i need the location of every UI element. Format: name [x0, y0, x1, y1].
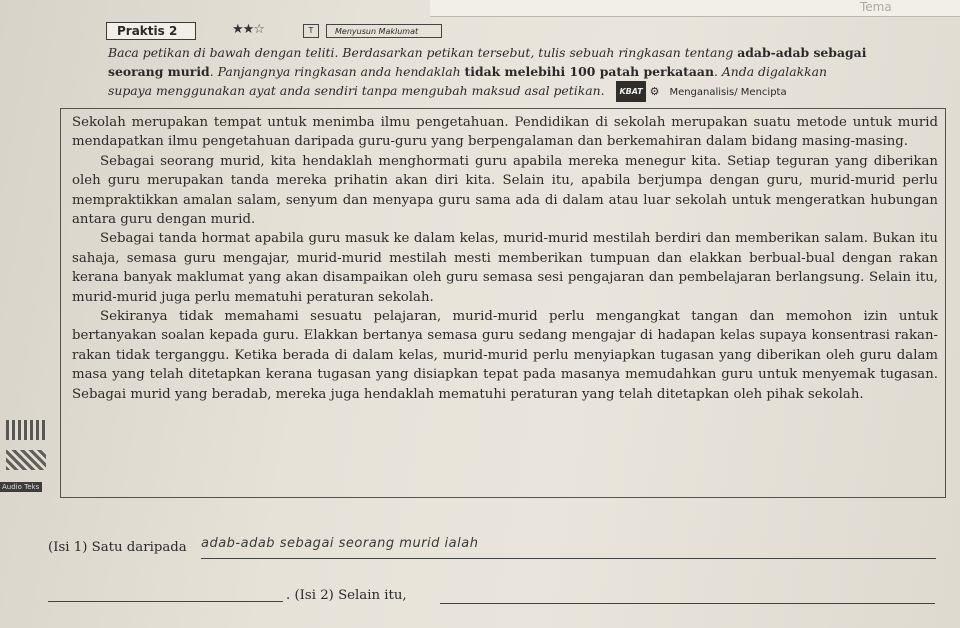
answer-line-2a[interactable] — [48, 601, 283, 602]
answer-line-2b[interactable] — [440, 603, 935, 604]
reading-passage — [72, 113, 938, 404]
answer-isi-1-prompt: (Isi 1) Satu daripada — [48, 540, 187, 555]
hollow-star: ☆ — [253, 22, 264, 37]
audio-text-label: Audio Teks — [0, 482, 42, 492]
instruction-line-3: supaya menggunakan ayat anda sendiri tanpa mengubah maksud asal petikan. KBAT ⚙ Menganalisis/ Mencipta — [108, 81, 948, 102]
instructions — [108, 43, 948, 102]
skill-label: Menyusun Maklumat — [326, 24, 442, 38]
passage-paragraph-1: Sekolah merupakan tempat untuk menimba ilmu pengetahuan. Pendidikan di sekolah merupakan suatu metode untuk murid mendapatkan ilmu pengetahuan daripada guru-guru yang berpengalaman dan berkemahiran dalam bidang masing-masing. — [72, 115, 938, 150]
qr-code-icon[interactable] — [6, 420, 46, 440]
instruction-line-2: seorang murid. Panjangnya ringkasan anda hendaklah tidak melebihi 100 patah perkataan. Anda digalakkan — [108, 64, 827, 79]
gear-icon: ⚙ — [649, 85, 660, 98]
side-qr-strip — [0, 420, 58, 500]
qr-code-icon[interactable] — [6, 450, 46, 470]
instruction-line-1: Baca petikan di bawah dengan teliti. Berdasarkan petikan tersebut, tulis sebuah ringkasan tentang adab-adab sebagai — [108, 45, 867, 60]
practice-label: Praktis 2 — [106, 22, 196, 40]
practice-header — [0, 18, 960, 44]
skill-code-box: T — [303, 24, 319, 38]
answer-line-1[interactable] — [201, 558, 936, 559]
passage-paragraph-2: Sebagai seorang murid, kita hendaklah menghormati guru apabila mereka menegur kita. Setiap teguran yang diberikan oleh guru merupakan tanda mereka prihatin akan diri kita. Selain itu, apabila berjumpa dengan guru, murid-murid perlu mempraktikkan amalan salam, senyum dan menyapa guru sama ada di dalam atau luar sekolah untuk mengeratkan hubungan antara guru dengan murid. — [72, 153, 938, 228]
handwritten-answer-1: adab-adab sebagai seorang murid ialah — [201, 536, 479, 551]
analysis-tag: Menganalisis/ Mencipta — [669, 87, 787, 98]
answer-isi-2-prompt: . (Isi 2) Selain itu, — [286, 588, 407, 603]
kbat-badge: KBAT — [616, 81, 645, 102]
top-theme-ghost-text: Tema — [860, 0, 892, 14]
difficulty-stars-icon — [232, 22, 264, 37]
passage-paragraph-4: Sekiranya tidak memahami sesuatu pelajaran, murid-murid perlu mengangkat tangan dan memohon izin untuk bertanyakan soalan kepada guru. Elakkan bertanya semasa guru sedang mengajar di hadapan kelas supaya konsentrasi rakan-rakan tidak terganggu. Ketika berada di dalam kelas, murid-murid perlu menyiapkan tugasan yang diberikan oleh guru dalam masa yang telah ditetapkan kerana tugasan yang disiapkan tepat pada masanya memudahkan guru untuk menyemak tugasan. Sebagai murid yang beradab, mereka juga hendaklah mematuhi peraturan yang telah ditetapkan oleh pihak sekolah. — [72, 309, 938, 402]
filled-stars: ★★ — [232, 22, 254, 37]
passage-paragraph-3: Sebagai tanda hormat apabila guru masuk ke dalam kelas, murid-murid mestilah berdiri dan memberikan salam. Bukan itu sahaja, semasa guru mengajar, murid-murid mestilah mesti memberikan tumpuan dan elakkan berbual-bual dengan rakan kerana banyak maklumat yang akan disampaikan oleh guru semasa sesi pengajaran dan pembelajaran berlangsung. Selain itu, murid-murid juga perlu mematuhi peraturan sekolah. — [72, 231, 938, 305]
